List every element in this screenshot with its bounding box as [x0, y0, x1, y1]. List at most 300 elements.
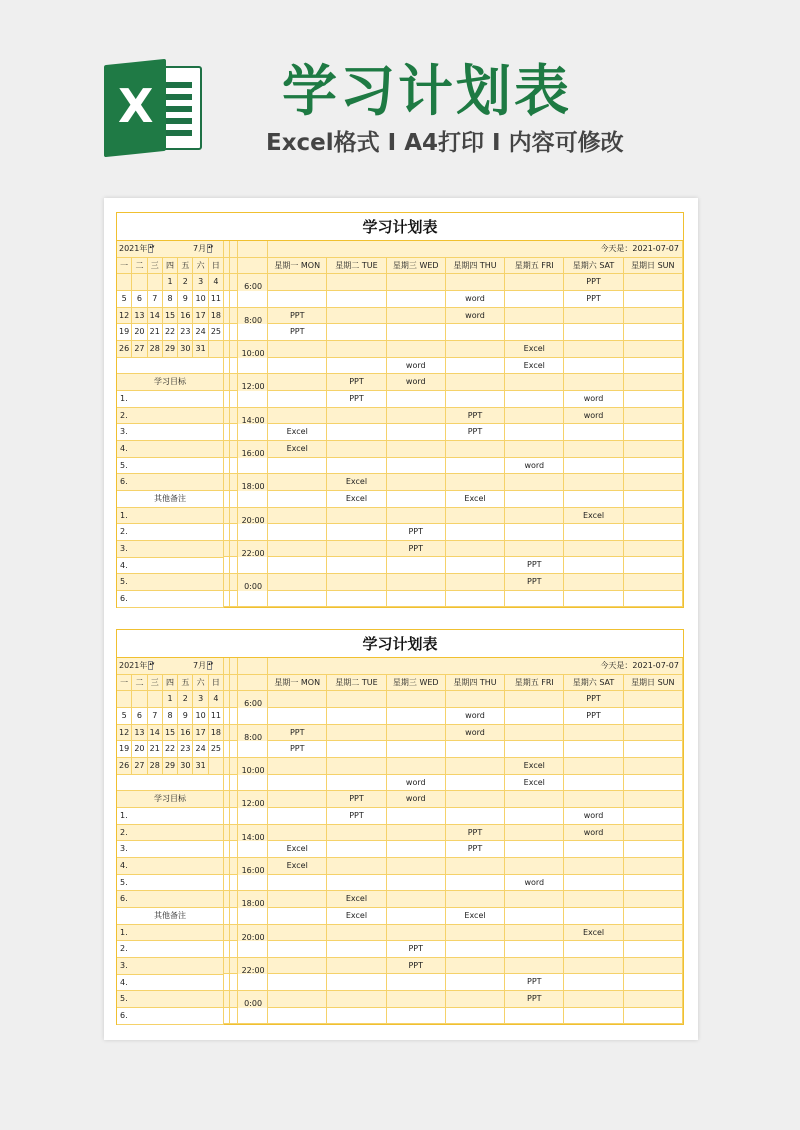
goal-item[interactable]: 6. [117, 474, 224, 491]
schedule-cell[interactable] [624, 891, 683, 908]
schedule-cell[interactable] [505, 324, 564, 341]
schedule-cell[interactable] [505, 858, 564, 875]
schedule-cell[interactable] [564, 557, 623, 574]
schedule-cell[interactable] [624, 791, 683, 808]
schedule-cell[interactable] [387, 508, 446, 525]
calendar-day-cell[interactable]: 23 [178, 741, 193, 758]
note-item[interactable]: 3. [117, 958, 224, 975]
goal-item[interactable]: 2. [117, 408, 224, 425]
schedule-cell[interactable] [564, 374, 623, 391]
schedule-cell[interactable] [268, 941, 327, 958]
schedule-cell[interactable] [564, 341, 623, 358]
schedule-cell[interactable]: PPT [564, 708, 623, 725]
schedule-cell[interactable] [268, 825, 327, 842]
schedule-cell[interactable]: PPT [268, 308, 327, 325]
schedule-cell[interactable] [446, 341, 505, 358]
schedule-cell[interactable] [327, 725, 386, 742]
schedule-cell[interactable] [387, 891, 446, 908]
schedule-cell[interactable] [624, 908, 683, 925]
schedule-cell[interactable] [268, 974, 327, 991]
schedule-cell[interactable] [564, 791, 623, 808]
schedule-cell[interactable] [327, 541, 386, 558]
schedule-cell[interactable] [327, 974, 386, 991]
schedule-cell[interactable] [505, 474, 564, 491]
calendar-day-cell[interactable]: 3 [193, 691, 208, 708]
schedule-cell[interactable] [624, 825, 683, 842]
schedule-cell[interactable] [624, 808, 683, 825]
schedule-cell[interactable] [505, 958, 564, 975]
schedule-cell[interactable] [387, 574, 446, 591]
schedule-cell[interactable]: Excel [268, 858, 327, 875]
schedule-cell[interactable] [327, 708, 386, 725]
calendar-day-cell[interactable]: 19 [117, 324, 132, 341]
calendar-day-cell[interactable]: 1 [163, 691, 178, 708]
calendar-day-cell[interactable]: 30 [178, 341, 193, 358]
schedule-cell[interactable] [624, 291, 683, 308]
schedule-cell[interactable] [564, 424, 623, 441]
year-selector[interactable] [119, 658, 153, 674]
schedule-cell[interactable] [387, 825, 446, 842]
schedule-cell[interactable]: word [505, 875, 564, 892]
schedule-cell[interactable] [268, 458, 327, 475]
schedule-cell[interactable] [564, 958, 623, 975]
year-spinner-icon[interactable]: ▴▾ [148, 244, 153, 253]
schedule-cell[interactable] [446, 574, 505, 591]
schedule-cell[interactable] [327, 691, 386, 708]
schedule-cell[interactable] [446, 941, 505, 958]
schedule-cell[interactable]: PPT [446, 841, 505, 858]
schedule-cell[interactable] [446, 557, 505, 574]
note-item[interactable]: 4. [117, 558, 224, 575]
schedule-cell[interactable] [564, 541, 623, 558]
calendar-day-cell[interactable]: 25 [209, 324, 224, 341]
schedule-cell[interactable] [327, 858, 386, 875]
schedule-cell[interactable] [387, 858, 446, 875]
schedule-cell[interactable] [624, 491, 683, 508]
schedule-cell[interactable]: word [446, 291, 505, 308]
schedule-cell[interactable] [505, 791, 564, 808]
schedule-cell[interactable] [387, 758, 446, 775]
schedule-cell[interactable]: Excel [564, 508, 623, 525]
calendar-day-cell[interactable]: 10 [193, 291, 208, 308]
calendar-day-cell[interactable]: 26 [117, 341, 132, 358]
calendar-day-cell[interactable]: 20 [132, 741, 147, 758]
schedule-cell[interactable] [327, 524, 386, 541]
schedule-cell[interactable]: PPT [564, 291, 623, 308]
schedule-cell[interactable]: PPT [327, 391, 386, 408]
schedule-cell[interactable] [387, 324, 446, 341]
schedule-cell[interactable] [268, 358, 327, 375]
schedule-cell[interactable] [624, 424, 683, 441]
schedule-cell[interactable] [327, 991, 386, 1008]
schedule-cell[interactable] [387, 1008, 446, 1025]
schedule-cell[interactable] [327, 775, 386, 792]
schedule-cell[interactable]: word [387, 791, 446, 808]
calendar-day-cell[interactable]: 17 [193, 725, 208, 742]
calendar-day-cell[interactable]: 30 [178, 758, 193, 775]
schedule-cell[interactable] [268, 925, 327, 942]
schedule-cell[interactable]: PPT [564, 274, 623, 291]
schedule-cell[interactable] [564, 974, 623, 991]
schedule-cell[interactable] [446, 691, 505, 708]
schedule-cell[interactable] [505, 941, 564, 958]
schedule-cell[interactable] [268, 958, 327, 975]
schedule-cell[interactable]: Excel [327, 491, 386, 508]
schedule-cell[interactable] [505, 274, 564, 291]
goal-item[interactable]: 3. [117, 841, 224, 858]
calendar-day-cell[interactable]: 9 [178, 291, 193, 308]
calendar-day-cell[interactable]: 28 [148, 341, 163, 358]
month-spinner-icon[interactable]: ▴▾ [207, 244, 212, 253]
schedule-cell[interactable] [268, 758, 327, 775]
schedule-cell[interactable] [268, 408, 327, 425]
schedule-cell[interactable] [624, 524, 683, 541]
note-item[interactable]: 3. [117, 541, 224, 558]
schedule-cell[interactable] [268, 808, 327, 825]
schedule-cell[interactable] [505, 308, 564, 325]
schedule-cell[interactable] [446, 791, 505, 808]
calendar-day-cell[interactable]: 15 [163, 308, 178, 325]
calendar-day-cell[interactable]: 2 [178, 691, 193, 708]
calendar-day-cell[interactable]: 16 [178, 308, 193, 325]
schedule-cell[interactable]: Excel [327, 891, 386, 908]
schedule-cell[interactable] [268, 491, 327, 508]
schedule-cell[interactable]: PPT [387, 941, 446, 958]
calendar-day-cell[interactable]: 11 [209, 708, 224, 725]
schedule-cell[interactable]: PPT [387, 524, 446, 541]
calendar-day-cell[interactable]: 14 [148, 725, 163, 742]
calendar-day-cell[interactable]: 13 [132, 725, 147, 742]
schedule-cell[interactable] [268, 291, 327, 308]
schedule-cell[interactable] [268, 791, 327, 808]
schedule-cell[interactable] [268, 274, 327, 291]
schedule-cell[interactable] [505, 808, 564, 825]
calendar-day-cell[interactable]: 31 [193, 341, 208, 358]
goal-item[interactable]: 4. [117, 441, 224, 458]
schedule-cell[interactable] [327, 941, 386, 958]
calendar-day-cell[interactable]: 4 [209, 274, 224, 291]
note-item[interactable]: 5. [117, 574, 224, 591]
schedule-cell[interactable] [387, 441, 446, 458]
schedule-cell[interactable]: word [564, 408, 623, 425]
calendar-day-cell[interactable]: 25 [209, 741, 224, 758]
calendar-day-cell[interactable]: 10 [193, 708, 208, 725]
goal-item[interactable]: 5. [117, 458, 224, 475]
schedule-cell[interactable] [624, 458, 683, 475]
schedule-cell[interactable]: Excel [268, 441, 327, 458]
schedule-cell[interactable] [387, 725, 446, 742]
schedule-cell[interactable] [268, 557, 327, 574]
schedule-cell[interactable] [446, 441, 505, 458]
schedule-cell[interactable] [446, 991, 505, 1008]
schedule-cell[interactable] [446, 541, 505, 558]
calendar-day-cell[interactable]: 14 [148, 308, 163, 325]
schedule-cell[interactable] [624, 508, 683, 525]
schedule-cell[interactable] [564, 474, 623, 491]
schedule-cell[interactable] [505, 925, 564, 942]
schedule-cell[interactable] [505, 841, 564, 858]
schedule-cell[interactable] [624, 841, 683, 858]
schedule-cell[interactable] [564, 991, 623, 1008]
schedule-cell[interactable]: Excel [505, 775, 564, 792]
schedule-cell[interactable]: word [564, 825, 623, 842]
calendar-day-cell[interactable]: 8 [163, 708, 178, 725]
schedule-cell[interactable] [387, 841, 446, 858]
schedule-cell[interactable] [268, 591, 327, 608]
schedule-cell[interactable] [387, 408, 446, 425]
month-selector[interactable] [193, 241, 212, 257]
schedule-cell[interactable] [387, 691, 446, 708]
schedule-cell[interactable] [624, 474, 683, 491]
schedule-cell[interactable] [268, 691, 327, 708]
schedule-cell[interactable] [446, 524, 505, 541]
calendar-day-cell[interactable]: 12 [117, 308, 132, 325]
schedule-cell[interactable] [505, 908, 564, 925]
goal-item[interactable]: 3. [117, 424, 224, 441]
schedule-cell[interactable] [624, 725, 683, 742]
schedule-cell[interactable] [624, 858, 683, 875]
schedule-cell[interactable] [624, 591, 683, 608]
schedule-cell[interactable] [505, 524, 564, 541]
schedule-cell[interactable] [624, 974, 683, 991]
schedule-cell[interactable] [446, 1008, 505, 1025]
schedule-cell[interactable] [624, 324, 683, 341]
schedule-cell[interactable] [624, 958, 683, 975]
schedule-cell[interactable] [268, 541, 327, 558]
calendar-day-cell[interactable]: 28 [148, 758, 163, 775]
schedule-cell[interactable] [387, 708, 446, 725]
schedule-cell[interactable] [268, 508, 327, 525]
schedule-cell[interactable] [387, 925, 446, 942]
year-selector[interactable] [119, 241, 153, 257]
schedule-cell[interactable]: Excel [268, 424, 327, 441]
schedule-cell[interactable] [387, 808, 446, 825]
schedule-cell[interactable] [446, 474, 505, 491]
schedule-cell[interactable] [327, 408, 386, 425]
goal-item[interactable]: 4. [117, 858, 224, 875]
schedule-cell[interactable] [327, 274, 386, 291]
schedule-cell[interactable]: Excel [505, 341, 564, 358]
schedule-cell[interactable] [268, 908, 327, 925]
calendar-day-cell[interactable]: 9 [178, 708, 193, 725]
schedule-cell[interactable]: Excel [446, 491, 505, 508]
schedule-cell[interactable]: PPT [446, 424, 505, 441]
schedule-cell[interactable] [268, 574, 327, 591]
schedule-cell[interactable] [564, 858, 623, 875]
schedule-cell[interactable] [387, 341, 446, 358]
schedule-cell[interactable] [564, 891, 623, 908]
note-item[interactable]: 1. [117, 508, 224, 525]
schedule-cell[interactable] [505, 891, 564, 908]
schedule-cell[interactable] [446, 875, 505, 892]
schedule-cell[interactable] [564, 775, 623, 792]
schedule-cell[interactable] [327, 341, 386, 358]
calendar-day-cell[interactable]: 20 [132, 324, 147, 341]
schedule-cell[interactable] [624, 341, 683, 358]
schedule-cell[interactable] [624, 408, 683, 425]
schedule-cell[interactable] [387, 974, 446, 991]
schedule-cell[interactable] [564, 741, 623, 758]
calendar-day-cell[interactable]: 22 [163, 324, 178, 341]
schedule-cell[interactable] [505, 391, 564, 408]
schedule-cell[interactable] [624, 758, 683, 775]
schedule-cell[interactable]: Excel [505, 358, 564, 375]
schedule-cell[interactable] [446, 274, 505, 291]
schedule-cell[interactable] [505, 591, 564, 608]
schedule-cell[interactable] [624, 391, 683, 408]
schedule-cell[interactable] [564, 441, 623, 458]
schedule-cell[interactable] [387, 308, 446, 325]
schedule-cell[interactable]: word [564, 808, 623, 825]
calendar-day-cell[interactable]: 3 [193, 274, 208, 291]
calendar-day-cell[interactable]: 7 [148, 708, 163, 725]
schedule-cell[interactable] [387, 557, 446, 574]
schedule-cell[interactable] [564, 941, 623, 958]
note-item[interactable]: 6. [117, 1008, 224, 1025]
schedule-cell[interactable] [327, 308, 386, 325]
schedule-cell[interactable] [505, 825, 564, 842]
schedule-cell[interactable]: PPT [387, 958, 446, 975]
schedule-cell[interactable] [327, 591, 386, 608]
schedule-cell[interactable] [564, 308, 623, 325]
month-selector[interactable] [193, 658, 212, 674]
schedule-cell[interactable]: Excel [446, 908, 505, 925]
schedule-cell[interactable] [624, 708, 683, 725]
calendar-day-cell[interactable]: 27 [132, 758, 147, 775]
calendar-day-cell[interactable]: 23 [178, 324, 193, 341]
schedule-cell[interactable]: Excel [268, 841, 327, 858]
schedule-cell[interactable]: PPT [327, 374, 386, 391]
schedule-cell[interactable]: PPT [387, 541, 446, 558]
schedule-cell[interactable]: PPT [268, 725, 327, 742]
schedule-cell[interactable]: Excel [327, 474, 386, 491]
schedule-cell[interactable] [446, 324, 505, 341]
schedule-cell[interactable] [327, 441, 386, 458]
goal-item[interactable]: 5. [117, 875, 224, 892]
schedule-cell[interactable] [505, 491, 564, 508]
schedule-cell[interactable] [564, 574, 623, 591]
schedule-cell[interactable] [505, 508, 564, 525]
schedule-cell[interactable] [446, 758, 505, 775]
schedule-cell[interactable] [564, 908, 623, 925]
schedule-cell[interactable] [327, 758, 386, 775]
schedule-cell[interactable] [564, 758, 623, 775]
schedule-cell[interactable]: PPT [505, 974, 564, 991]
schedule-cell[interactable] [564, 358, 623, 375]
calendar-day-cell[interactable]: 1 [163, 274, 178, 291]
schedule-cell[interactable] [446, 741, 505, 758]
schedule-cell[interactable] [564, 458, 623, 475]
schedule-cell[interactable] [327, 458, 386, 475]
schedule-cell[interactable] [327, 358, 386, 375]
schedule-cell[interactable]: PPT [268, 741, 327, 758]
calendar-day-cell[interactable]: 5 [117, 708, 132, 725]
schedule-cell[interactable]: PPT [268, 324, 327, 341]
calendar-day-cell[interactable]: 27 [132, 341, 147, 358]
schedule-cell[interactable]: PPT [446, 825, 505, 842]
schedule-cell[interactable] [505, 374, 564, 391]
schedule-cell[interactable] [564, 491, 623, 508]
calendar-day-cell[interactable]: 8 [163, 291, 178, 308]
schedule-cell[interactable] [624, 691, 683, 708]
schedule-cell[interactable] [327, 958, 386, 975]
schedule-cell[interactable] [624, 308, 683, 325]
schedule-cell[interactable] [505, 408, 564, 425]
schedule-cell[interactable] [387, 391, 446, 408]
schedule-cell[interactable]: word [446, 708, 505, 725]
calendar-day-cell[interactable]: 18 [209, 308, 224, 325]
schedule-cell[interactable] [387, 875, 446, 892]
schedule-cell[interactable] [446, 891, 505, 908]
schedule-cell[interactable] [387, 491, 446, 508]
goal-item[interactable]: 1. [117, 808, 224, 825]
goal-item[interactable]: 1. [117, 391, 224, 408]
schedule-cell[interactable] [327, 875, 386, 892]
schedule-cell[interactable] [268, 875, 327, 892]
schedule-cell[interactable] [564, 841, 623, 858]
schedule-cell[interactable] [446, 925, 505, 942]
schedule-cell[interactable] [268, 391, 327, 408]
schedule-cell[interactable] [387, 424, 446, 441]
calendar-day-cell[interactable]: 18 [209, 725, 224, 742]
goal-item[interactable]: 6. [117, 891, 224, 908]
schedule-cell[interactable] [505, 1008, 564, 1025]
schedule-cell[interactable]: word [387, 358, 446, 375]
schedule-cell[interactable] [327, 324, 386, 341]
schedule-cell[interactable] [446, 974, 505, 991]
schedule-cell[interactable]: PPT [564, 691, 623, 708]
schedule-cell[interactable] [387, 991, 446, 1008]
schedule-cell[interactable] [446, 458, 505, 475]
schedule-cell[interactable] [564, 524, 623, 541]
schedule-cell[interactable] [327, 557, 386, 574]
schedule-cell[interactable] [268, 341, 327, 358]
calendar-day-cell[interactable]: 11 [209, 291, 224, 308]
schedule-cell[interactable] [446, 374, 505, 391]
schedule-cell[interactable] [446, 808, 505, 825]
schedule-cell[interactable]: Excel [564, 925, 623, 942]
schedule-cell[interactable] [387, 274, 446, 291]
schedule-cell[interactable]: PPT [327, 808, 386, 825]
month-spinner-icon[interactable]: ▴▾ [207, 661, 212, 670]
schedule-cell[interactable] [327, 741, 386, 758]
schedule-cell[interactable] [624, 775, 683, 792]
calendar-day-cell[interactable]: 7 [148, 291, 163, 308]
calendar-day-cell[interactable]: 6 [132, 291, 147, 308]
schedule-cell[interactable] [268, 991, 327, 1008]
schedule-cell[interactable] [505, 741, 564, 758]
calendar-day-cell[interactable]: 17 [193, 308, 208, 325]
note-item[interactable]: 5. [117, 991, 224, 1008]
schedule-cell[interactable] [564, 875, 623, 892]
schedule-cell[interactable]: Excel [505, 758, 564, 775]
schedule-cell[interactable] [327, 508, 386, 525]
schedule-cell[interactable] [624, 925, 683, 942]
calendar-day-cell[interactable]: 2 [178, 274, 193, 291]
calendar-day-cell[interactable]: 13 [132, 308, 147, 325]
schedule-cell[interactable] [624, 274, 683, 291]
calendar-day-cell[interactable]: 29 [163, 758, 178, 775]
schedule-cell[interactable] [446, 391, 505, 408]
schedule-cell[interactable] [624, 441, 683, 458]
schedule-cell[interactable]: word [446, 308, 505, 325]
schedule-cell[interactable] [387, 908, 446, 925]
note-item[interactable]: 1. [117, 925, 224, 942]
schedule-cell[interactable] [387, 741, 446, 758]
schedule-cell[interactable]: word [564, 391, 623, 408]
schedule-cell[interactable] [624, 557, 683, 574]
calendar-day-cell[interactable]: 26 [117, 758, 132, 775]
